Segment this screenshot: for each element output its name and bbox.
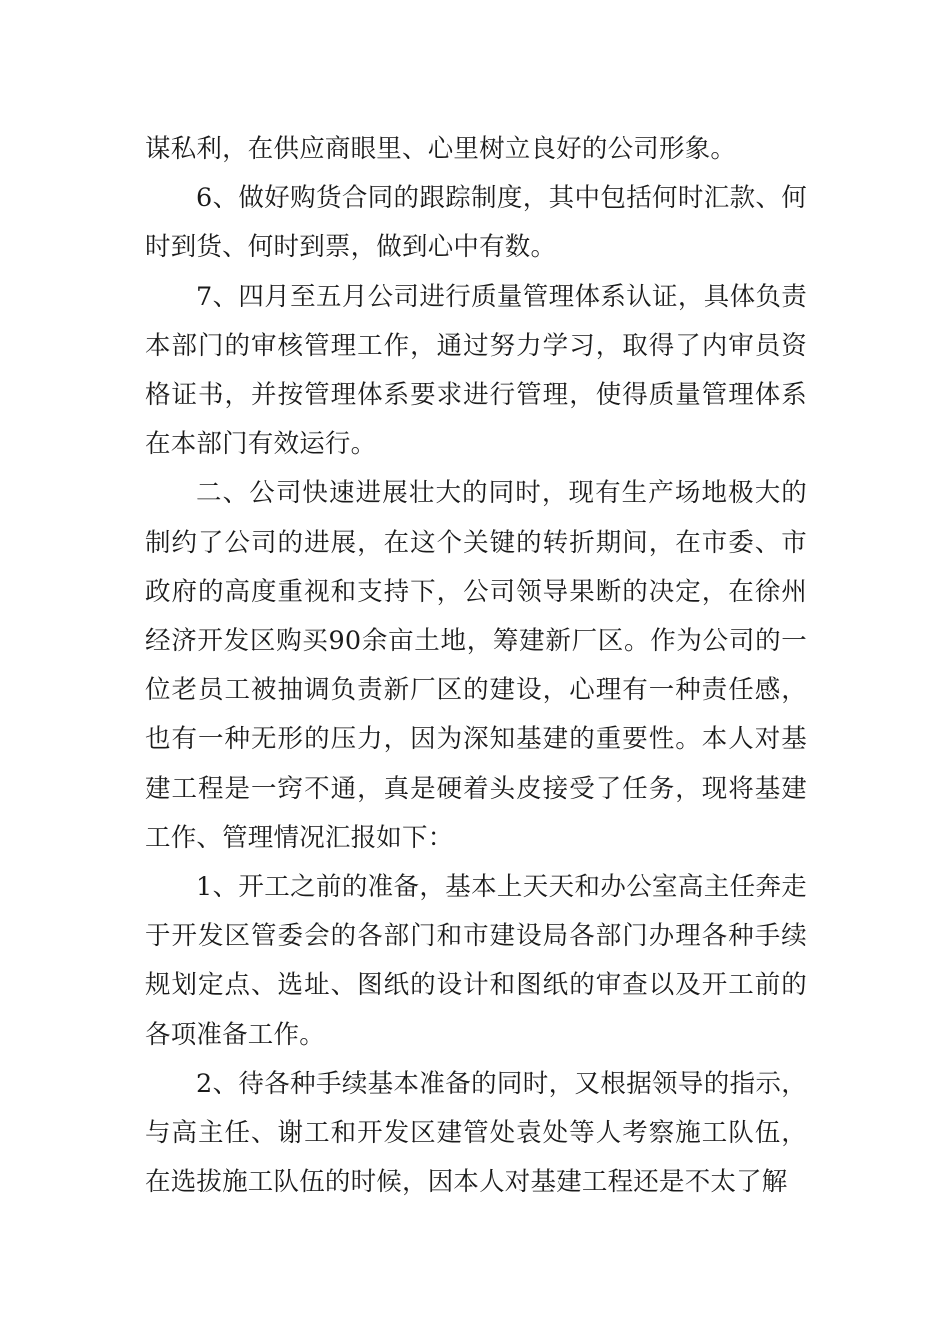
paragraph-item-6: 6、做好购货合同的跟踪制度，其中包括何时汇款、何时到货、何时到票，做到心中有数。 <box>145 183 807 263</box>
document-body <box>145 125 807 1207</box>
paragraph-item-2: 2、待各种手续基本准备的同时，又根据领导的指示，与高主任、谢工和开发区建管处袁处等人考察施工队伍，在选拔施工队伍的时候，因本人对基建工程还是不太了解 <box>145 1068 807 1198</box>
paragraph-section-2: 二、公司快速进展壮大的同时，现有生产场地极大的制约了公司的进展，在这个关键的转折期间，在市委、市政府的高度重视和支持下，公司领导果断的决定，在徐州经济开发区购买90余亩土地，筹建新厂区。作为公司的一位老员工被抽调负责新厂区的建设，心理有一种责任感，也有一种无形的压力，因为深知基建的重要性。本人对基建工程是一窍不通，真是硬着头皮接受了任务，现将基建工作、管理情况汇报如下： <box>145 478 807 853</box>
paragraph-item-7: 7、四月至五月公司进行质量管理体系认证，具体负责本部门的审核管理工作，通过努力学习，取得了内审员资格证书，并按管理体系要求进行管理，使得质量管理体系在本部门有效运行。 <box>145 281 807 460</box>
paragraph-item-1: 1、开工之前的准备，基本上天天和办公室高主任奔走于开发区管委会的各部门和市建设局各部门办理各种手续规划定点、选址、图纸的设计和图纸的审查以及开工前的各项准备工作。 <box>145 872 807 1050</box>
paragraph-continuation: 谋私利，在供应商眼里、心里树立良好的公司形象。 <box>145 134 737 164</box>
